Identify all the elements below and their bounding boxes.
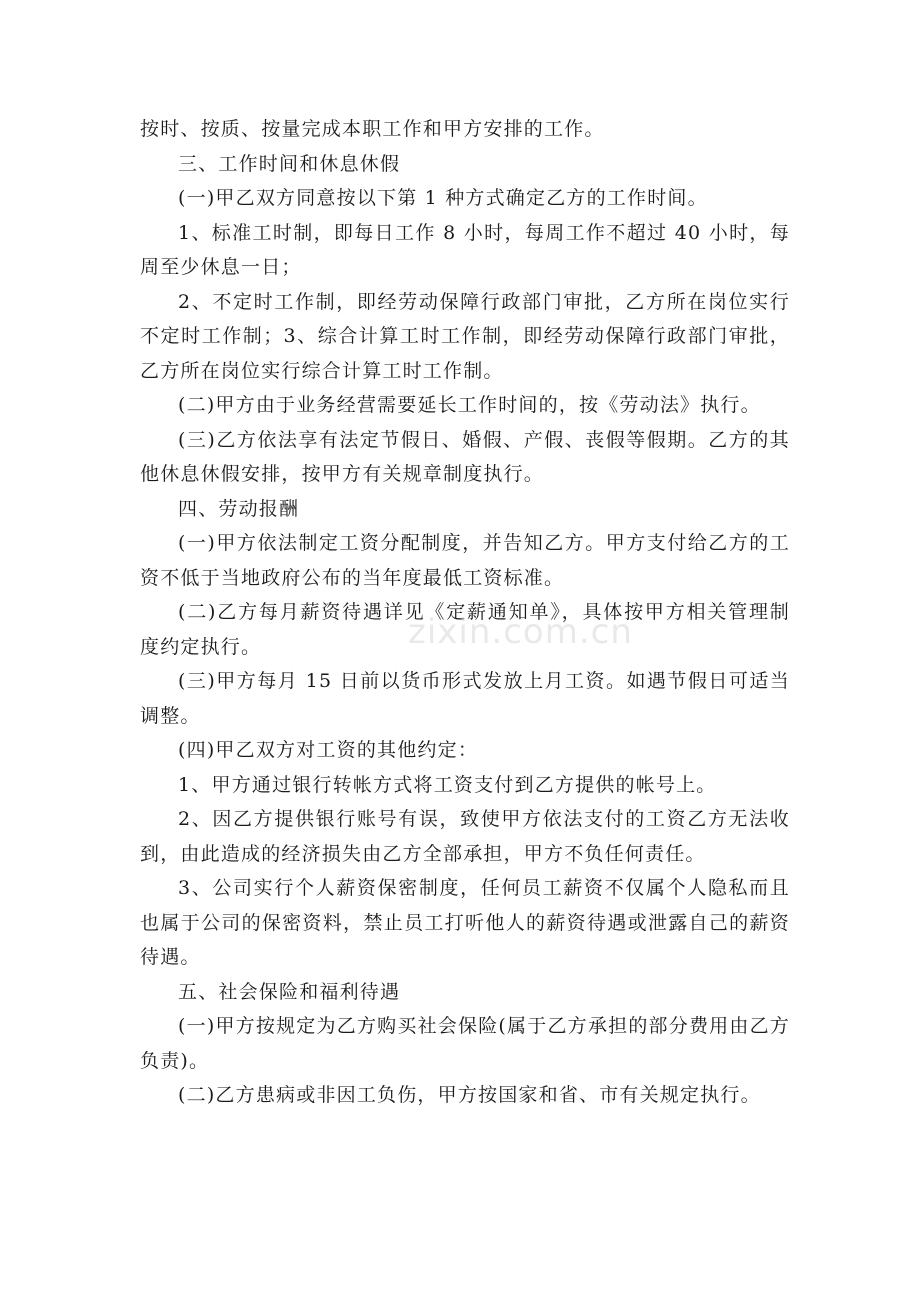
paragraph: 2、因乙方提供银行账号有误，致使甲方依法支付的工资乙方无法收到，由此造成的经济损失由乙方全部承担，甲方不负任何责任。 [140,808,790,865]
paragraph: (二)甲方由于业务经营需要延长工作时间的，按《劳动法》执行。 [178,394,761,416]
paragraph-continuation: 按时、按质、按量完成本职工作和甲方安排的工作。 [140,118,605,140]
section-heading-work-hours: 三、工作时间和休息休假 [178,152,401,175]
paragraph: (二)乙方每月薪资待遇详见《定薪通知单》，具体按甲方相关管理制度约定执行。 [140,601,790,658]
paragraph: (四)甲乙双方对工资的其他约定： [178,739,479,761]
paragraph: 1、标准工时制，即每日工作 8 小时，每周工作不超过 40 小时，每周至少休息一日； [140,221,790,278]
watermark-text: zixin.com.cn [408,612,633,652]
paragraph: (一)甲方依法制定工资分配制度，并告知乙方。甲方支付给乙方的工资不低于当地政府公布的当年度最低工资标准。 [140,532,790,589]
document-body [140,112,790,1113]
section-heading-remuneration: 四、劳动报酬 [178,497,300,520]
paragraph: (二)乙方患病或非因工负伤，甲方按国家和省、市有关规定执行。 [178,1084,761,1106]
paragraph: (三)乙方依法享有法定节假日、婚假、产假、丧假等假期。乙方的其他休息休假安排，按甲方有关规章制度执行。 [140,428,790,485]
paragraph: 2、不定时工作制，即经劳动保障行政部门审批，乙方所在岗位实行不定时工作制；3、综合计算工时工作制，即经劳动保障行政部门审批，乙方所在岗位实行综合计算工时工作制。 [140,290,790,382]
paragraph: (一)甲方按规定为乙方购买社会保险(属于乙方承担的部分费用由乙方负责)。 [140,1015,790,1072]
paragraph: 3、公司实行个人薪资保密制度，任何员工薪资不仅属个人隐私而且也属于公司的保密资料，禁止员工打听他人的薪资待遇或泄露自己的薪资待遇。 [140,877,790,968]
section-heading-social-insurance: 五、社会保险和福利待遇 [178,980,401,1003]
paragraph: (一)甲乙双方同意按以下第 1 种方式确定乙方的工作时间。 [178,187,708,209]
paragraph: (三)甲方每月 15 日前以货币形式发放上月工资。如遇节假日可适当调整。 [140,670,790,727]
paragraph: 1、甲方通过银行转帐方式将工资支付到乙方提供的帐号上。 [178,773,717,796]
